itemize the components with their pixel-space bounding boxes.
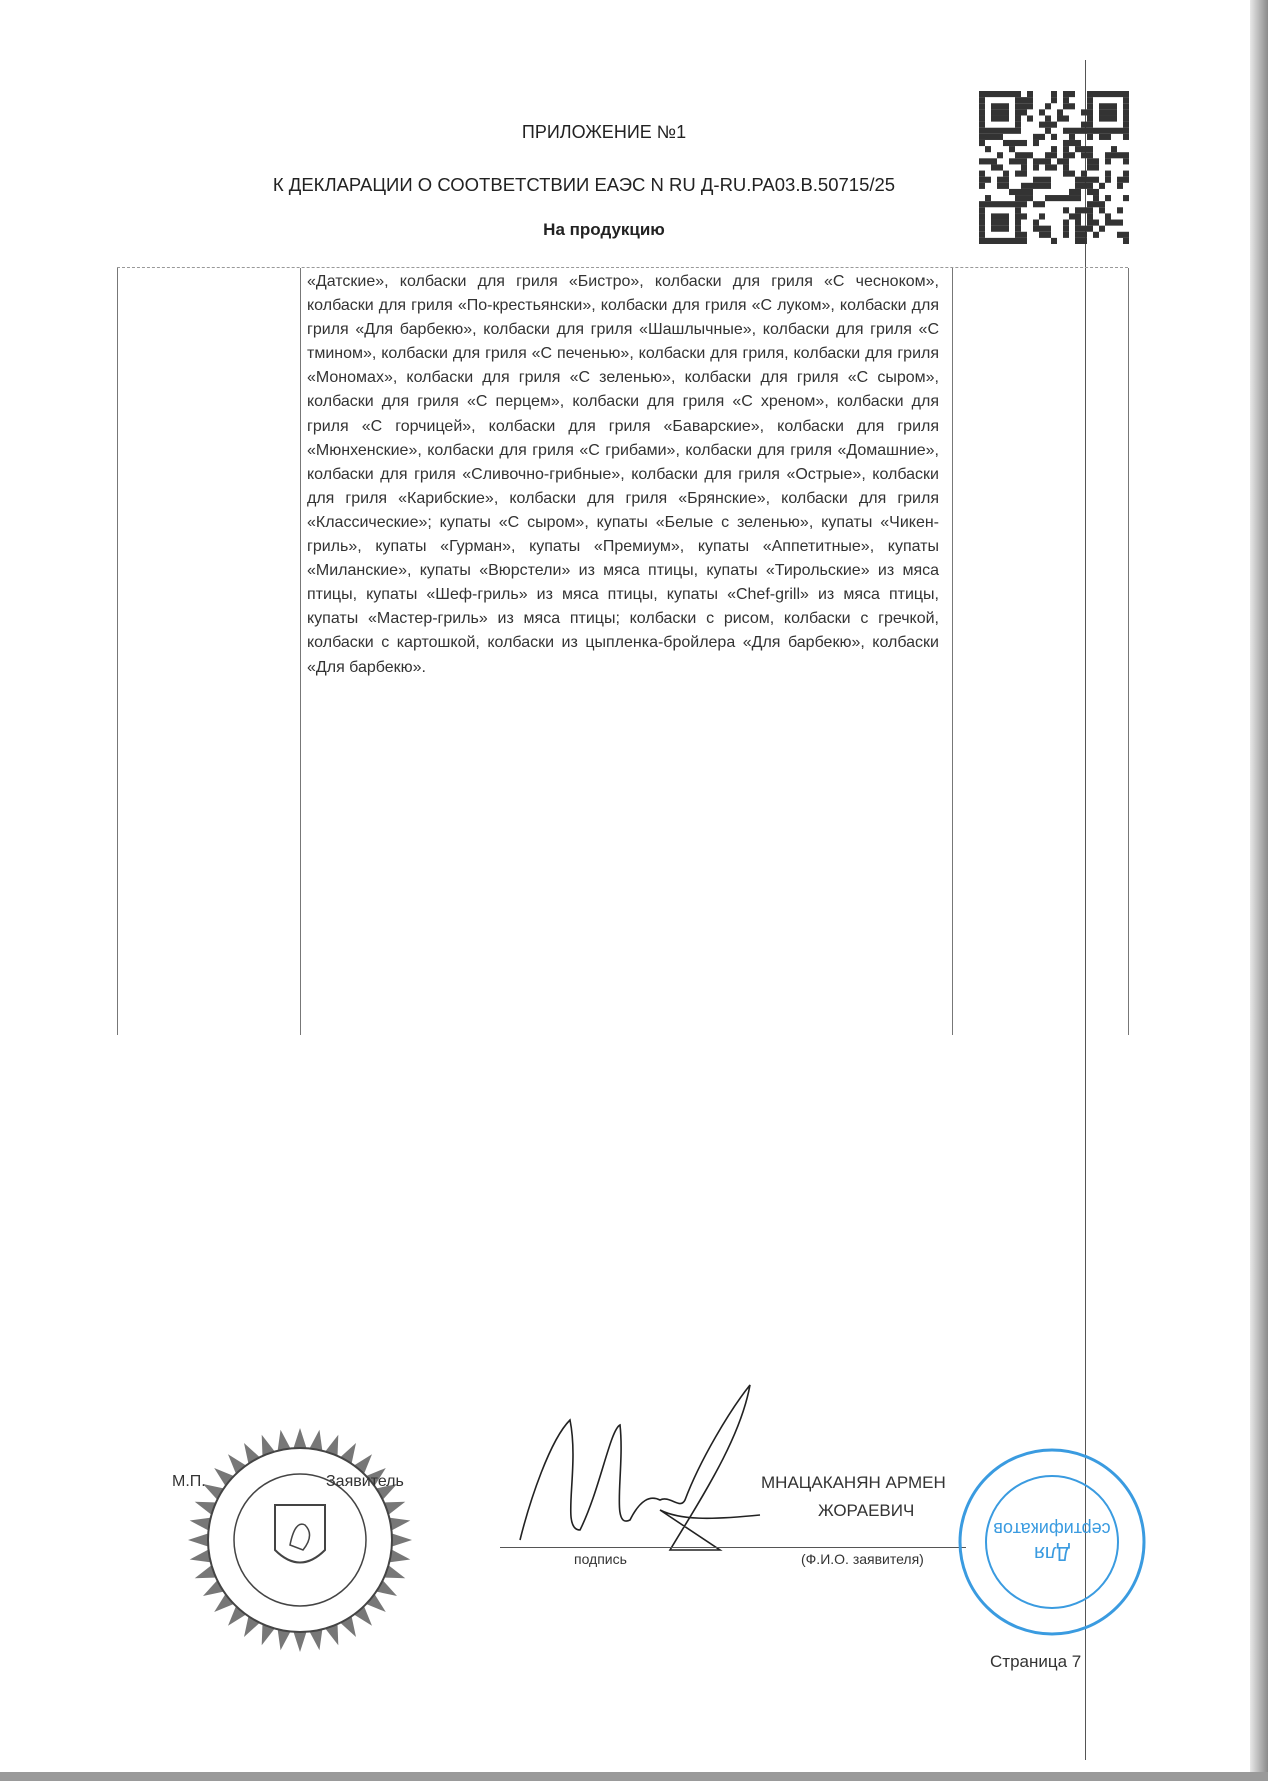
certification-body-stamp (955, 1445, 1150, 1640)
svg-text:Для: Для (1033, 1542, 1071, 1564)
table-border-left (117, 268, 118, 1035)
signature (510, 1380, 780, 1560)
qr-code (979, 91, 1129, 244)
table-border-right (1128, 268, 1129, 1035)
seal-label: М.П. (172, 1473, 206, 1490)
signature-line (500, 1547, 966, 1548)
signature-caption: подпись (574, 1551, 627, 1567)
applicant-name-line2: ЖОРАЕВИЧ (818, 1501, 915, 1520)
product-heading: На продукцию (543, 220, 665, 239)
applicant-name-line1: МНАЦАКАНЯН АРМЕН (761, 1473, 946, 1492)
applicant-label: Заявитель (326, 1473, 404, 1490)
table-column-divider (300, 268, 301, 1035)
scan-edge-bottom (0, 1772, 1268, 1781)
company-seal-stamp (185, 1425, 415, 1655)
products-list-text: «Датские», колбаски для гриля «Бистро», колбаски для гриля «С чесноком», колбаски для гриля «По-крестьянски», колбаски для гриля «С луком», колбаски для гриля «Для барбекю», колбаски для гриля «Шашлычные», колбаски для гриля «С тмином», колбаски для гриля «С печенью», колбаски для гриля, колбаски для гриля «Мономах», колбаски для гриля «С зеленью», колбаски для гриля «С сыром», колбаски для гриля «С перцем», колбаски для гриля «С хреном», колбаски для гриля «С горчицей», колбаски для гриля «Баварские», колбаски для гриля «Мюнхенские», колбаски для гриля «С грибами», колбаски для гриля «Домашние», колбаски для гриля «Сливочно-грибные», колбаски для гриля «Острые», колбаски для гриля «Карибские», колбаски для гриля «Брянские», колбаски для гриля «Классические»; купаты «С сыром», купаты «Белые с зеленью», купаты «Чикен-гриль», купаты «Гурман», купаты «Премиум», купаты «Аппетитные», купаты «Миланские», купаты «Вюрстели» из мяса птицы, купаты «Тирольские» из мяса птицы, купаты «Шеф-гриль» из мяса птицы, купаты «Chef-grill» из мяса птицы, купаты «Мастер-гриль» из мяса птицы; колбаски с рисом, колбаски с гречкой, колбаски с картошкой, колбаски из цыпленка-бройлера «Для барбекю», колбаски «Для барбекю». (307, 273, 939, 676)
page-number: Страница 7 (990, 1652, 1082, 1671)
table-column-divider (952, 268, 953, 1035)
page-title: ПРИЛОЖЕНИЕ №1 (521, 122, 687, 142)
svg-text:сертификатов: сертификатов (993, 1519, 1111, 1539)
name-caption: (Ф.И.О. заявителя) (801, 1551, 924, 1567)
scan-edge (1250, 0, 1268, 1781)
declaration-number: К ДЕКЛАРАЦИИ О СООТВЕТСТВИИ ЕАЭС N RU Д-RU.PA03.B.50715/25 (272, 174, 896, 195)
